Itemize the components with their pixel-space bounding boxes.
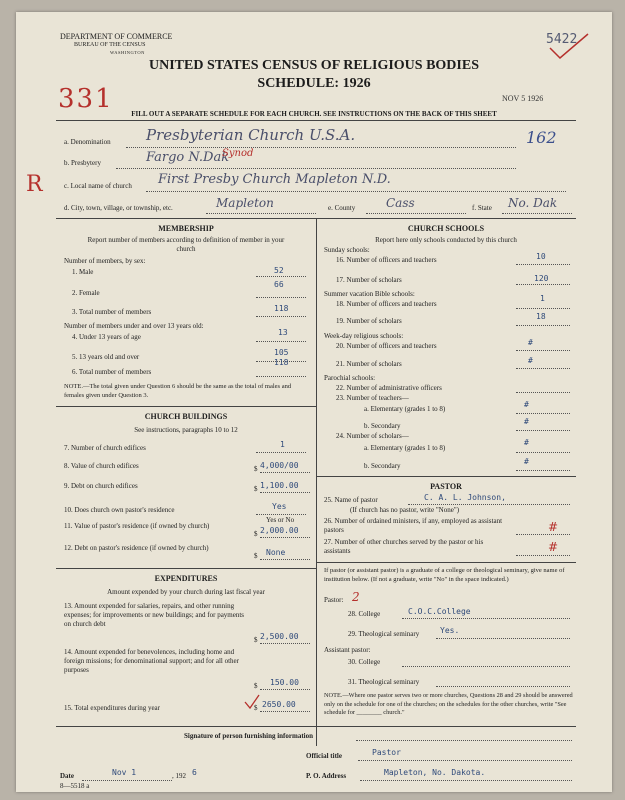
schools-title: CHURCH SCHOOLS: [407, 224, 485, 233]
pastor-mark: 2: [352, 590, 360, 604]
q2-label: 2. Female: [72, 289, 100, 297]
form-schedule: SCHEDULE: 1926: [257, 76, 371, 91]
q23b-mark: #: [524, 417, 529, 426]
q19-value: 18: [536, 312, 546, 321]
q3-value: 118: [274, 304, 289, 313]
q5-value: 105: [274, 348, 289, 357]
official-title-label: Official title: [306, 752, 342, 760]
q12-label: 12. Debt on pastor's residence (if owned by church): [64, 544, 209, 552]
q10-value: Yes: [272, 502, 287, 511]
buildings-see: See instructions, paragraphs 10 to 12: [134, 426, 238, 434]
graduate-note: If pastor (or assistant pastor) is a graduate of a college or theological seminary, give name of institution below. (If not a graduate, write "No" in the space indicated.): [324, 567, 565, 583]
q14-label: 14. Amount expended for benevolences, including home and foreign missions; for denominational support; and for all other purposes: [64, 648, 239, 674]
city-value: Mapleton: [216, 196, 274, 210]
q27-label: 27. Number of other churches served by the pastor or his assistants: [324, 538, 484, 555]
q13-label: 13. Amount expended for salaries, repairs, and other running expenses; for improvements or new buildings; and for payments on church debt: [64, 602, 245, 628]
q11-label: 11. Value of pastor's residence (if owned by church): [64, 522, 210, 530]
official-title-value: Pastor: [372, 748, 401, 757]
q8-label: 8. Value of church edifices: [64, 462, 139, 470]
q25-note: (If church has no pastor, write "None"): [350, 506, 460, 514]
sunday-schools: Sunday schools:: [324, 246, 370, 254]
q24a-label: a. Elementary (grades 1 to 8): [364, 444, 446, 452]
date-label: Date: [60, 772, 74, 780]
q23b-label: b. Secondary: [364, 422, 401, 430]
q24b-label: b. Secondary: [364, 462, 401, 470]
q24-label: 24. Number of scholars—: [336, 432, 409, 440]
assistant-subhead: Assistant pastor:: [324, 646, 371, 654]
q10-label: 10. Does church own pastor's residence: [64, 506, 175, 514]
q4-value: 13: [278, 328, 288, 337]
q7-value: 1: [280, 440, 285, 449]
address-label: P. O. Address: [306, 772, 347, 780]
q25-value: C. A. L. Johnson,: [424, 493, 506, 502]
q9-label: 9. Debt on church edifices: [64, 482, 138, 490]
parochial-schools: Parochial schools:: [324, 374, 376, 382]
q26-label: 26. Number of ordained ministers, if any, employed as assistant pastors: [324, 517, 503, 534]
q15-label: 15. Total expenditures during year: [64, 704, 160, 712]
state-value: No. Dak: [508, 196, 558, 210]
vacation-schools: Summer vacation Bible schools:: [324, 290, 415, 298]
q8-value: 4,000/00: [260, 461, 299, 470]
q23-label: 23. Number of teachers—: [336, 394, 409, 402]
q12-value: None: [266, 548, 286, 557]
q1-label: 1. Male: [72, 268, 94, 276]
q1-value: 52: [274, 266, 284, 275]
expenditures-title: EXPENDITURES: [154, 574, 218, 583]
department-name: DEPARTMENT OF COMMERCE: [60, 32, 173, 41]
form-title: UNITED STATES CENSUS OF RELIGIOUS BODIES: [148, 58, 479, 73]
q24a-mark: #: [524, 438, 529, 447]
q3-label: 3. Total number of members: [72, 308, 152, 316]
q23a-label: a. Elementary (grades 1 to 8): [364, 405, 446, 413]
local-name-label: c. Local name of church: [64, 182, 132, 190]
presbytery-label: b. Presbytery: [64, 159, 101, 167]
bureau-name: BUREAU OF THE CENSUS: [74, 42, 146, 48]
bureau-city: WASHINGTON: [110, 50, 145, 55]
pastor-subhead: Pastor:: [324, 596, 344, 604]
q15-value: 2650.00: [262, 700, 296, 709]
q13-value: 2,500.00: [260, 632, 299, 641]
denomination-value: Presbyterian Church U.S.A.: [146, 126, 356, 144]
q26-mark: #: [548, 520, 559, 534]
q6-label: 6. Total number of members: [72, 368, 152, 376]
q30-label: 30. College: [348, 658, 381, 666]
margin-mark-r: R: [26, 172, 43, 197]
q20-label: 20. Number of officers and teachers: [336, 342, 437, 350]
q18-value: 1: [540, 294, 545, 303]
address-value: Mapleton, No. Dakota.: [384, 768, 486, 777]
county-label: e. County: [328, 204, 356, 212]
pastor-note: NOTE.—Where one pastor serves two or more churches, Questions 28 and 29 should be answered only on the schedule for one of the churches; on the schedules for the other churches, write "See schedule for ________ church.": [324, 692, 573, 716]
members-by-sex: Number of members, by sex:: [64, 257, 146, 265]
q27-mark: #: [548, 540, 559, 554]
q5-label: 5. 13 years old and over: [72, 353, 140, 361]
form-code: 8—5518 a: [60, 782, 90, 790]
schools-intro: Report here only schools conducted by this church: [375, 236, 517, 244]
membership-title: MEMBERSHIP: [158, 224, 214, 233]
q25-label: 25. Name of pastor: [324, 496, 378, 504]
census-schedule-page: DEPARTMENT OF COMMERCE BUREAU OF THE CENSUS WASHINGTON 5422 UNITED STATES CENSUS OF RELIGIOUS BODIES SCHEDULE: 1926 331 NOV 5 1926 FILL OUT A SEPARATE SCHEDULE FOR EACH CHURCH. SEE INSTRUCTIONS ON THE BACK OF THIS SHEET a. Denomination Presbyterian Church U.S.A. 162 b. Presbytery Fargo N.Dak Synod c. Local name of church First Presby Church Mapleton N.D. R d. City, town, village, or township, etc. Mapleton e. County Cass f. State No. Dak MEMBERSHIP Report number of members according to definition of member in your church Number of members, by sex: 1. Male 52 2. Female 66 3. Total number of members 118 Number of members under and over 13 years old: 4. Under 13 years of age 13 5. 13 years old and over 105 6. Total number of members 118 NOTE.—The total given under Question 6 should be the same as the total of males and females given under Question 3. CHURCH BUILDINGS See instructions, paragraphs 10 to 12 7. Number of church edifices 1 8. Value of church edifices $ 4,000/00 9. Debt on church edifices $ 1,100.00 10. Does church own pastor's residence Yes Yes or No 11. Value of pastor's residence (if owned by church) $ 2,000.00 12. Debt on pastor's residence (if owned by church) $ None EXPENDITURES Amount expended by your church during last fiscal year 13. Amount expended for salaries, repairs, and other running expenses; for improvements or new buildings; and for payments on church debt $ 2,500.00 14. Amount expended for benevolences, including home and foreign missions; for denominational support; and for all other purposes $ 150.00 15. Total expenditures during year $ 2650.00 CHURCH SCHOOLS Report here only schools conducted by this church Sunday schools: 16. Number of officers and teachers 10 17. Number of scholars 120 Summer vacation Bible schools: 18. Number of officers and teachers 1 19. Number of scholars 18 Week-day religious schools: 20. Number of officers and teachers # 21. Number of scholars # Parochial schools: 22. Number of administrative officers 23. Number of teachers— a. Elementary (grades 1 to 8) # b. Secondary # 24. Number of scholars— a. Elementary (grades 1 to 8) # b. Secondary # PASTOR 25. Name of pastor C. A. L. Johnson, (If church has no pastor, write "None") 26. Number of ordained ministers, if any, employed as assistant pastors # 27. Number of other churches served by the pastor or his assistants # If pastor (or assistant pastor) is a graduate of a college or theological seminary, give name of institution below. (If not a graduate, write "No" in the space indicated.) Pastor: 2 28. College C.O.C.College 29. Theological seminary Yes. Assistant pastor: 30. College 31. Theological seminary NOTE.—Where one pastor serves two or more churches, Questions 28 and 29 should be answered only on the schedule for one of the churches; on the schedules for the other churches, write "See schedule for ________ church." Signature of person furnishing information Official title Pastor Date Nov 1 , 192 6 P. O. Address Mapleton, No. Dakota. 8—5518 a: [16, 12, 612, 792]
year-value: 6: [192, 768, 197, 777]
q14-value: 150.00: [270, 678, 299, 687]
q11-value: 2,000.00: [260, 526, 299, 535]
q16-label: 16. Number of officers and teachers: [336, 256, 437, 264]
members-by-age: Number of members under and over 13 years old:: [64, 322, 204, 330]
expenditures-intro: Amount expended by your church during last fiscal year: [107, 588, 265, 596]
check-mark-icon: [242, 692, 262, 712]
q18-label: 18. Number of officers and teachers: [336, 300, 437, 308]
received-stamp: NOV 5 1926: [502, 94, 544, 103]
schedule-number: 5422: [546, 32, 578, 47]
local-name-value: First Presby Church Mapleton N.D.: [158, 172, 391, 187]
q24b-mark: #: [524, 457, 529, 466]
q23a-mark: #: [524, 400, 529, 409]
form-instruction: FILL OUT A SEPARATE SCHEDULE FOR EACH CHURCH. SEE INSTRUCTIONS ON THE BACK OF THIS SHEET: [131, 110, 497, 118]
weekday-schools: Week-day religious schools:: [324, 332, 404, 340]
denomination-code: 162: [526, 128, 557, 147]
q17-label: 17. Number of scholars: [336, 276, 402, 284]
membership-note: NOTE.—The total given under Question 6 should be the same as the total of males and females given under Question 3.: [64, 383, 292, 399]
city-label: d. City, town, village, or township, etc.: [64, 204, 173, 212]
membership-intro: Report number of members according to definition of member in your church: [87, 236, 285, 253]
q21-label: 21. Number of scholars: [336, 360, 402, 368]
q29-label: 29. Theological seminary: [348, 630, 420, 638]
q16-value: 10: [536, 252, 546, 261]
q4-label: 4. Under 13 years of age: [72, 333, 141, 341]
q7-label: 7. Number of church edifices: [64, 444, 146, 452]
q6-value: 118: [274, 358, 289, 367]
q17-value: 120: [534, 274, 549, 283]
presbytery-value: Fargo N.Dak: [146, 150, 230, 165]
date-value: Nov 1: [112, 768, 137, 777]
q28-value: C.O.C.College: [408, 607, 471, 616]
year-prefix: , 192: [172, 772, 186, 780]
denomination-label: a. Denomination: [64, 138, 111, 146]
q20-mark: #: [528, 338, 533, 347]
pastor-title: PASTOR: [430, 482, 462, 491]
q31-label: 31. Theological seminary: [348, 678, 420, 686]
hand-number: 331: [58, 84, 114, 114]
q28-label: 28. College: [348, 610, 381, 618]
county-value: Cass: [386, 196, 415, 210]
state-label: f. State: [472, 204, 492, 212]
q29-value: Yes.: [440, 626, 460, 635]
q22-label: 22. Number of administrative officers: [336, 384, 442, 392]
buildings-title: CHURCH BUILDINGS: [144, 412, 228, 421]
q10-hint: Yes or No: [266, 516, 295, 524]
presbytery-note: Synod: [222, 148, 254, 159]
q9-value: 1,100.00: [260, 481, 299, 490]
q19-label: 19. Number of scholars: [336, 317, 402, 325]
q21-mark: #: [528, 356, 533, 365]
q2-value: 66: [274, 280, 284, 289]
signature-label: Signature of person furnishing information: [184, 732, 313, 740]
